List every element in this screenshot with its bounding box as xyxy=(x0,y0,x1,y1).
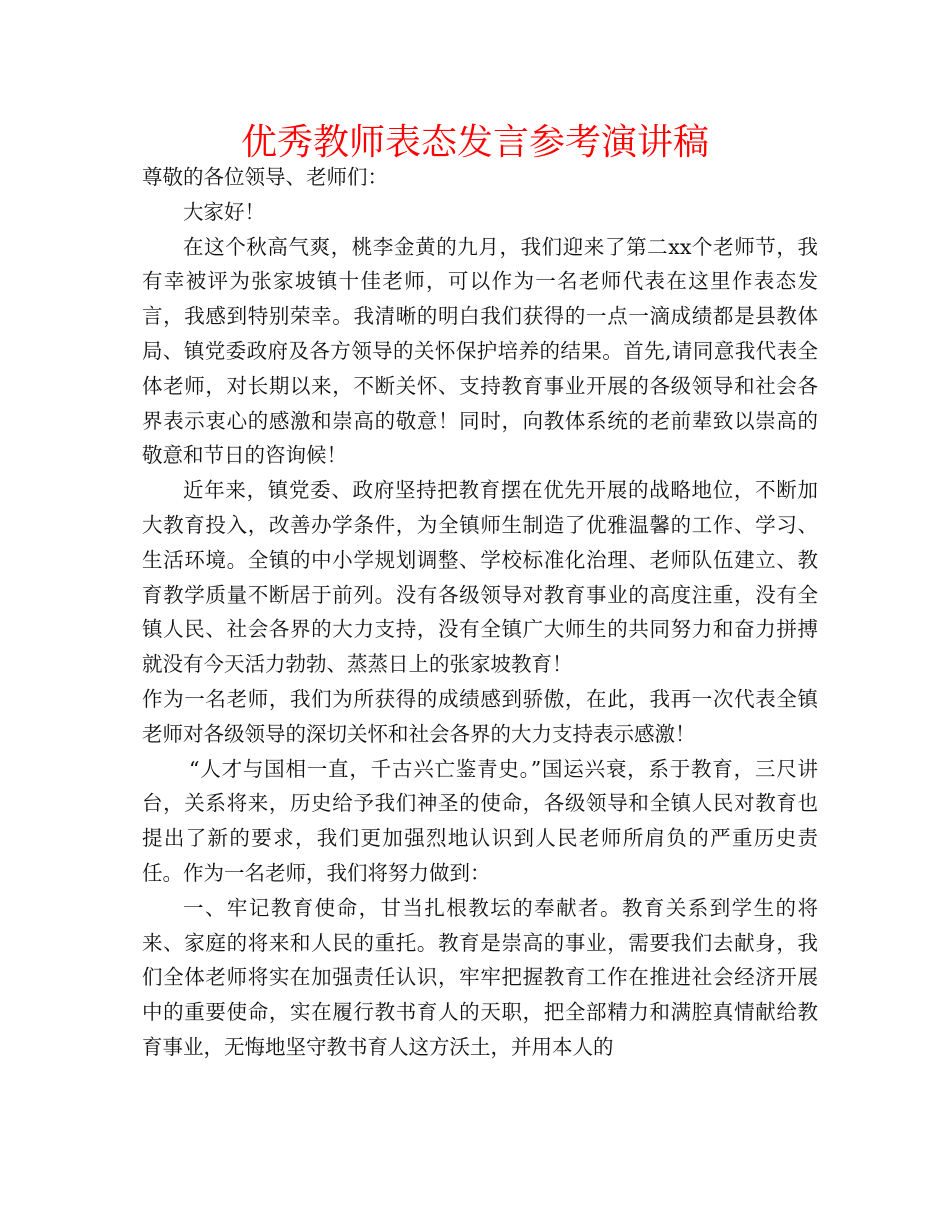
paragraph-3: 作为一名老师，我们为所获得的成绩感到骄傲，在此，我再一次代表全镇老师对各级领导的深切关怀和社会各界的大力支持表示感激！ xyxy=(142,686,818,746)
paragraph-1: 在这个秋高气爽，桃李金黄的九月，我们迎来了第二xx个老师节，我有幸被评为张家坡镇十佳老师，可以作为一名老师代表在这里作表态发言，我感到特别荣幸。我清晰的明白我们获得的一点一滴成绩都是县教体局、镇党委政府及各方领导的关怀保护培养的结果。首先,请同意我代表全体老师，对长期以来，不断关怀、支持教育事业开展的各级领导和社会各界表示衷心的感激和崇高的敬意！同时，向教体系统的老前辈致以崇高的敬意和节日的咨询候！ xyxy=(142,234,818,468)
paragraph-2: 近年来，镇党委、政府坚持把教育摆在优先开展的战略地位，不断加大教育投入，改善办学条件，为全镇师生制造了优雅温馨的工作、学习、生活环境。全镇的中小学规划调整、学校标准化治理、老师队伍建立、教育教学质量不断居于前列。没有各级领导对教育事业的高度注重，没有全镇人民、社会各界的大力支持，没有全镇广大师生的共同努力和奋力拼搏就没有今天活力勃勃、蒸蒸日上的张家坡教育！ xyxy=(142,478,818,677)
paragraph-4: “人才与国相一直，千古兴亡鉴青史。”国运兴衰，系于教育，三尺讲台，关系将来，历史给予我们神圣的使命，各级领导和全镇人民对教育也提出了新的要求，我们更加强烈地认识到人民老师所肩负的严重历史责任。作为一名老师，我们将努力做到： xyxy=(142,756,818,885)
salutation: 尊敬的各位领导、老师们： xyxy=(142,165,388,189)
document-body xyxy=(142,160,818,1065)
paragraph-5: 一、牢记教育使命，甘当扎根教坛的奉献者。教育关系到学生的将来、家庭的将来和人民的重托。教育是崇高的事业，需要我们去献身，我们全体老师将实在加强责任认识，牢牢把握教育工作在推进社会经济开展中的重要使命，实在履行教书育人的天职，把全部精力和满腔真情献给教育事业，无悔地坚守教书育人这方沃土，并用本人的 xyxy=(142,895,818,1059)
greeting: 大家好！ xyxy=(183,199,265,224)
document-title: 优秀教师表态发言参考演讲稿 xyxy=(240,122,709,163)
